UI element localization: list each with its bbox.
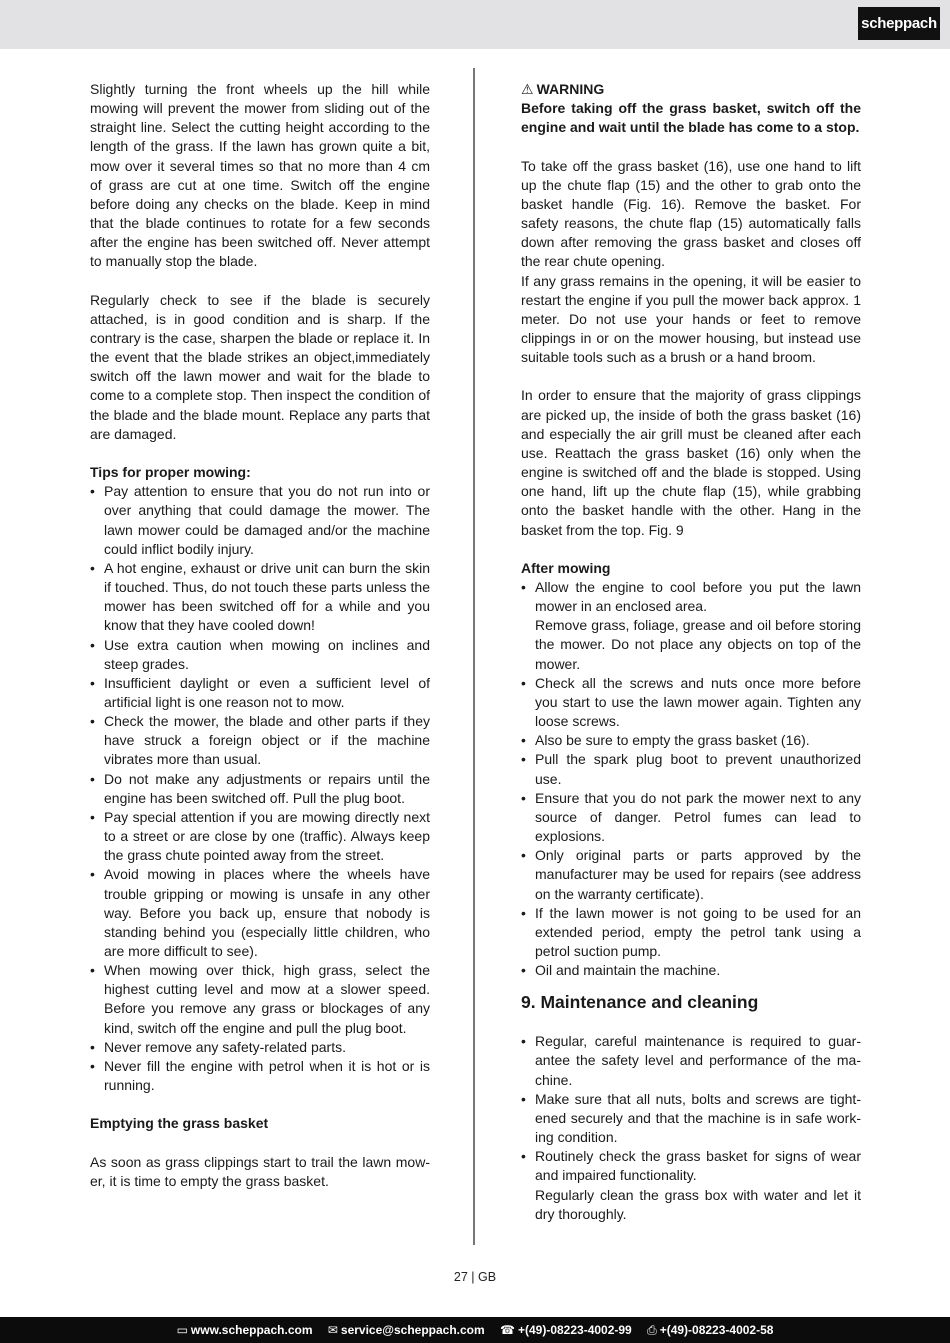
footer-website[interactable] <box>177 1323 313 1337</box>
paragraph-mowing-slope: Slightly turning the front wheels up the hill while mowing will prevent the mower from sliding out of the straight line. Select the cutting height according to the length of the grass. If the lawn has grown quite a bit, mow over it several times so that no more than 4 cm of grass are cut at one time. Switch off the engine before doing any checks on the blade. Keep in mind that the blade continues to rotate for a few seconds after the engine has been switched off. Never attempt to manually stop the blade. <box>90 81 430 270</box>
list-item: • Also be sure to empty the grass basket (16). <box>521 731 861 750</box>
column-divider <box>473 68 475 1245</box>
paragraph-blade-check: Regularly check to see if the blade is securely attached, is in good condition and is sharp. If the contrary is the case, sharpen the blade or replace it. In the event that the blade strikes an object,immediately switch off the lawn mower and wait for the blade to come to a complete stop. Then inspect the condition of the blade and the blade mount. Replace any parts that are damaged. <box>90 291 430 442</box>
footer-website-text: www.scheppach.com <box>190 1323 313 1337</box>
warning-icon: ⚠ <box>521 81 534 97</box>
list-item: • Check the mower, the blade and other parts if they have struck a foreign object or if the machine vibrates more than usual. <box>90 712 430 769</box>
section-title: 9. Maintenance and cleaning <box>521 992 759 1013</box>
envelope-icon: ✉ <box>327 1323 338 1337</box>
paragraph-remove-basket: To take off the grass basket (16), use one hand to lift up the chute flap (15) and the other to grab onto the basket handle (Fig. 16). Remove the basket. For safety reasons, the chute flap (15) automatically falls down after removing the grass basket and closes off the rear chute opening. <box>521 157 861 270</box>
phone-icon: ☎ <box>500 1323 515 1337</box>
footer-email-text: service@scheppach.com <box>340 1323 485 1337</box>
after-mowing-list <box>521 578 861 980</box>
list-item <box>521 578 861 674</box>
warning-text: Before taking off the grass basket, switch off the engine and wait until the blade has come to a stop. <box>521 100 861 136</box>
list-item: • Never fill the engine with petrol when it is hot or is running. <box>90 1057 430 1095</box>
list-item: • Only original parts or parts approved by the manufacturer may be used for repairs (see address on the warranty certificate). <box>521 846 861 903</box>
list-item: • Use extra caution when mowing on inclines and steep grades. <box>90 636 430 674</box>
list-item <box>521 1147 861 1224</box>
list-item-text: Regularly clean the grass box with water and let it dry thoroughly. <box>535 1186 861 1222</box>
list-item: • Pay attention to ensure that you do not run into or over anything that could damage the mower. The lawn mower could be damaged and/or the machine could inflict bodily injury. <box>90 482 430 559</box>
list-item: • Make sure that all nuts, bolts and screws are tight-ened securely and that the machine is in safe work-ing condition. <box>521 1090 861 1147</box>
list-item: • When mowing over thick, high grass, select the highest cutting level and mow at a slower speed. Before you remove any grass or blockages of any kind, switch off the engine and pull the plug boot. <box>90 961 430 1038</box>
header-bar <box>0 0 950 49</box>
list-item: • Ensure that you do not park the mower next to any source of danger. Petrol fumes can lead to explosions. <box>521 789 861 846</box>
list-item: • Oil and maintain the machine. <box>521 961 861 980</box>
footer-email[interactable] <box>328 1323 485 1337</box>
list-item: • Check all the screws and nuts once more before you start to use the lawn mower again. Tighten any loose screws. <box>521 674 861 731</box>
computer-icon: ▭ <box>176 1323 188 1337</box>
list-item: • Pay special attention if you are mowing directly next to a street or are close by one (traffic). Always keep the grass chute pointed away from the street. <box>90 808 430 865</box>
after-mowing-heading: After mowing <box>521 559 611 576</box>
left-column <box>90 80 430 1191</box>
paragraph-clean-basket: In order to ensure that the majority of grass clippings are picked up, the inside of both the grass basket (16) and especially the air grill must be cleaned after each use. Reattach the grass basket (16) only when the engine is switched off and the blade is stopped. Using one hand, lift up the chute flap (15), while grabbing onto the basket handle with the other. Hang in the basket from the top. Fig. 9 <box>521 387 861 538</box>
list-item-text: • Routinely check the grass basket for signs of wear and impaired functionality. <box>535 1148 861 1184</box>
list-item: • Regular, careful maintenance is required to guar-antee the safety level and performance of the ma-chine. <box>521 1032 861 1089</box>
maintenance-list <box>521 1032 861 1224</box>
tips-list <box>90 482 430 1095</box>
list-item-text: • Allow the engine to cool before you put the lawn mower in an enclosed area. <box>535 579 861 615</box>
list-item: • Pull the spark plug boot to prevent unauthorized use. <box>521 750 861 788</box>
warning-label: WARNING <box>536 81 605 97</box>
footer-phone <box>500 1323 632 1337</box>
footer-phone-text: +(49)-08223-4002-99 <box>517 1323 632 1337</box>
list-item: • Do not make any adjustments or repairs until the engine has been switched off. Pull the plug boot. <box>90 770 430 808</box>
footer-fax <box>647 1323 773 1337</box>
page-number: 27 | GB <box>453 1270 497 1284</box>
paragraph-restart-engine: If any grass remains in the opening, it will be easier to restart the engine if you pull the mower back approx. 1 meter. Do not use your hands or feet to remove clippings in or on the mower housing, but instead use suitable tools such as a brush or a hand broom. <box>521 272 861 366</box>
list-item-text: Remove grass, foliage, grease and oil before storing the mower. Do not place any objects on top of the mower. <box>535 617 861 672</box>
emptying-text: As soon as grass clippings start to trail the lawn mow-er, it is time to empty the grass basket. <box>90 1153 430 1189</box>
list-item: • Avoid mowing in places where the wheels have trouble gripping or mowing is unsafe in any other way. Before you back up, ensure that nobody is standing behind you (especially little children, who are more difficult to see). <box>90 865 430 961</box>
footer-fax-text: +(49)-08223-4002-58 <box>659 1323 774 1337</box>
list-item: • Insufficient daylight or even a sufficient level of artificial light is one reason not to mow. <box>90 674 430 712</box>
list-item: • If the lawn mower is not going to be used for an extended period, empty the petrol tank using a petrol suction pump. <box>521 904 861 961</box>
warning-heading <box>521 80 861 99</box>
list-item: • Never remove any safety-related parts. <box>90 1038 430 1057</box>
footer-bar <box>0 1317 950 1343</box>
scheppach-logo: scheppach <box>858 7 940 40</box>
list-item: • A hot engine, exhaust or drive unit can burn the skin if touched. Thus, do not touch these parts unless the mower has been switched off for a while and you know that they have cooled down! <box>90 559 430 636</box>
fax-icon: ⎙ <box>647 1323 657 1337</box>
right-column <box>521 80 861 1224</box>
tips-heading: Tips for proper mowing: <box>90 464 251 481</box>
emptying-heading: Emptying the grass basket <box>90 1115 269 1132</box>
